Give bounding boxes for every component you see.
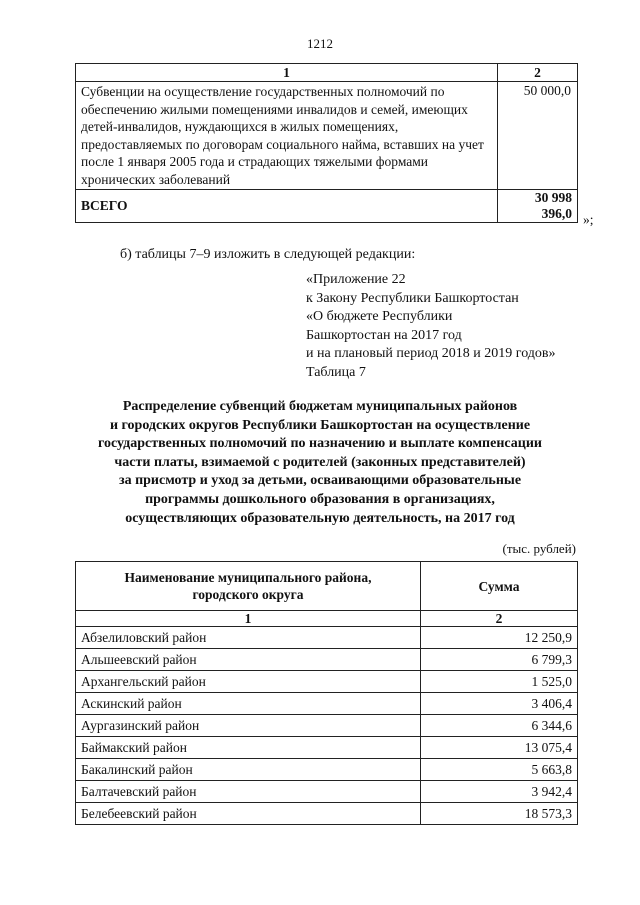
total-label: ВСЕГО xyxy=(76,190,498,223)
appendix-reference xyxy=(306,271,556,382)
column-header-sum: Сумма xyxy=(421,562,578,611)
municipality-name: Баймакский район xyxy=(76,737,421,759)
municipality-name: Абзелиловский район xyxy=(76,627,421,649)
municipality-name: Аургазинский район xyxy=(76,715,421,737)
appendix-line: Башкортостан на 2017 год xyxy=(306,327,462,343)
column-number-row xyxy=(76,611,578,627)
municipality-name: Архангельский район xyxy=(76,671,421,693)
table-row xyxy=(76,627,578,649)
amount: 6 799,3 xyxy=(421,649,578,671)
table-label: Таблица 7 xyxy=(306,364,366,380)
total-amount: 30 998 396,0 xyxy=(498,190,578,223)
column-number-2: 2 xyxy=(421,611,578,627)
amount: 18 573,3 xyxy=(421,803,578,825)
amount: 6 344,6 xyxy=(421,715,578,737)
amount: 3 942,4 xyxy=(421,781,578,803)
appendix-line: «Приложение 22 xyxy=(306,272,406,287)
amount: 1 525,0 xyxy=(421,671,578,693)
table-row xyxy=(76,693,578,715)
title-line: части платы, взимаемой с родителей (законных представителей) xyxy=(114,454,526,470)
title-line: за присмотр и уход за детьми, осваивающими образовательные xyxy=(118,473,522,489)
page-number: 1212 xyxy=(307,36,333,51)
table-row xyxy=(76,671,578,693)
title-line: программы дошкольного образования в организациях, xyxy=(145,491,495,507)
header-line: городского округа xyxy=(192,587,304,602)
header-line: Наименование муниципального района, xyxy=(124,570,372,585)
column-number-1: 1 xyxy=(76,611,421,627)
table-row xyxy=(76,759,578,781)
document-title xyxy=(60,398,580,528)
table-row xyxy=(76,715,578,737)
table-row xyxy=(76,649,578,671)
municipality-name: Аскинский район xyxy=(76,693,421,715)
column-number-1: 1 xyxy=(76,64,498,82)
instruction-text: б) таблицы 7–9 изложить в следующей редакции: xyxy=(120,247,416,262)
title-line: осуществляющих образовательную деятельность, на 2017 год xyxy=(125,510,515,526)
amount: 12 250,9 xyxy=(421,627,578,649)
municipality-name: Альшеевский район xyxy=(76,649,421,671)
table-row xyxy=(76,781,578,803)
appendix-line: к Закону Республики Башкортостан xyxy=(306,290,519,306)
table-row xyxy=(76,803,578,825)
amount: 13 075,4 xyxy=(421,737,578,759)
table-row xyxy=(76,737,578,759)
appendix-line: и на плановый период 2018 и 2019 годов» xyxy=(306,346,556,361)
column-number-2: 2 xyxy=(498,64,578,82)
closing-quote: »; xyxy=(583,212,594,227)
subvention-table xyxy=(75,561,578,825)
appendix-line: «О бюджете Республики xyxy=(306,309,453,324)
municipality-name: Балтачевский район xyxy=(76,781,421,803)
title-line: государственных полномочий по назначению и выплате компенсации xyxy=(97,436,542,452)
row-amount: 50 000,0 xyxy=(498,82,578,190)
amount: 5 663,8 xyxy=(421,759,578,781)
total-row xyxy=(76,190,578,223)
table-header-row xyxy=(76,562,578,611)
municipality-name: Белебеевский район xyxy=(76,803,421,825)
amount: 3 406,4 xyxy=(421,693,578,715)
column-header-municipality xyxy=(76,562,421,611)
table-row xyxy=(76,82,578,190)
title-line: и городских округов Республики Башкортостан на осуществление xyxy=(109,417,531,433)
table-header-row xyxy=(76,64,578,82)
municipality-name: Бакалинский район xyxy=(76,759,421,781)
continuation-table xyxy=(75,63,578,223)
row-description: Субвенции на осуществление государственных полномочий по обеспечению жилыми помещениями инвалидов и семей, имеющих детей-инвалидов, нуждающихся в жилых помещениях, предоставляемых по договорам социального найма, вставших на учет после 1 января 2005 года и страдающих тяжелыми формами хронических заболеваний xyxy=(76,82,498,190)
units-label: (тыс. рублей) xyxy=(502,541,576,556)
title-line: Распределение субвенций бюджетам муниципальных районов xyxy=(122,399,518,414)
